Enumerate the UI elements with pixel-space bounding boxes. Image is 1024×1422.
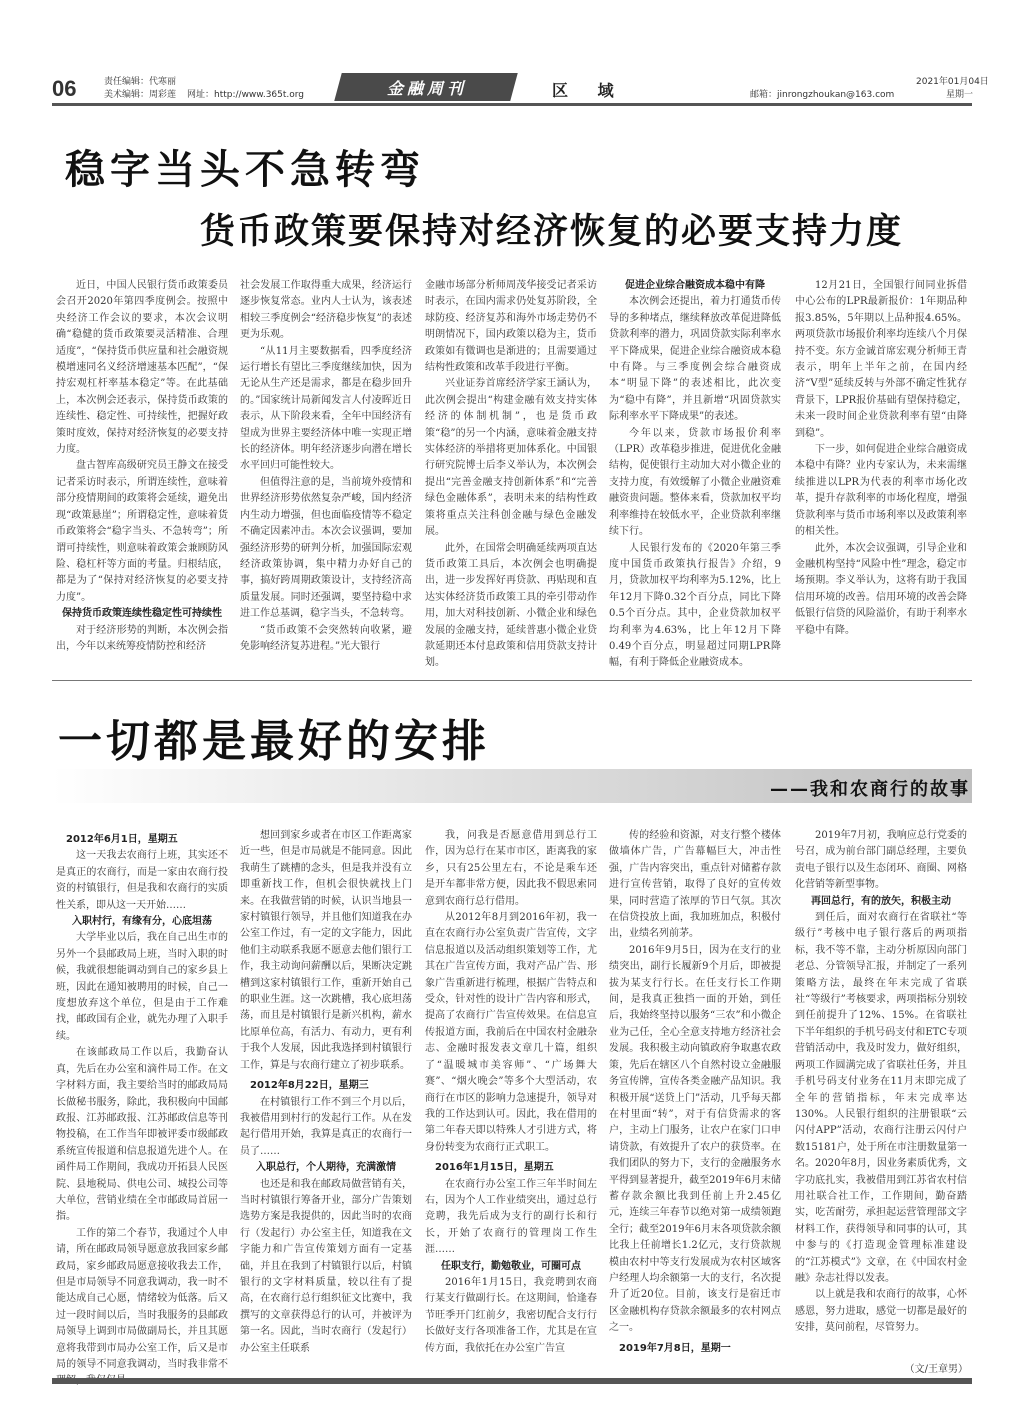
article2-author: （文/王章男） <box>904 1364 968 1375</box>
dateline: 2019年7月8日，星期一 <box>619 1342 731 1354</box>
article2-title: 一切都是最好的安排 <box>58 716 490 767</box>
article-divider <box>52 680 972 681</box>
article2-column-4 <box>609 828 781 1358</box>
paragraph: 在农商行办公室工作三年半时间左右，因为个人工作业绩突出，通过总行竞聘，我先后成为支行的副行长和行长，开始了农商行的管理岗工作生涯…… <box>425 1178 597 1256</box>
paragraph: 从2012年8月到2016年初，我一直在农商行办公室负责广告宣传，文字信息报道以及活动组织策划等工作，尤其在广告宣传方面，我对产品广告、形象广告重新进行梳理，根据广告特点和受众，针对性的设计广告内容和形式，提高了农商行广告宣传效果。在信息宣传报道方面，我前后在中国农村金融杂志、金融时报发表文章几十篇，组织了“温暖城市美容师”、“广场舞大赛”、“烟火晚会”等多个大型活动，农商行在市区的影响力急速提升，领导对我的工作达到认可。因此，我在借用的第二年春天即以特殊人才引进方式，将身份转变为农商行正式职工。 <box>425 912 597 1153</box>
page-number: 06 <box>52 76 77 101</box>
issue-date: 2021年01月04日 <box>916 77 989 87</box>
paragraph: 此外，本次会议强调，引导企业和金融机构坚持“风险中性”理念，稳定市场预期。李义举认为，这将有助于我国信用环境的改善。信用环境的改善会降低银行信贷的风险溢价，有助于利率水平稳中有降。 <box>795 542 967 636</box>
article2-column-2 <box>240 828 412 1358</box>
paragraph: 想回到家乡或者在市区工作距离家近一些，但是市局就是不能同意。因此我萌生了跳槽的念头，但是我并没有立即重新找工作，但机会很快就找上门来。在我做营销的时候，认识当地县一家村镇银行领导，并且他们知道我在办公室工作过，有一定的文字能力，因此他们主动联系我愿不愿意去他们银行工作，我主动询问薪酬以后，果断决定跳槽到这家村镇银行工作，重新开始自己的职业生涯。这一次跳槽，我心底坦荡荡，而且是村镇银行是新兴机构，薪水比原单位高，有活力、有动力，更有利于我个人发展，因此我选择到村镇银行工作，算是与农商行建立了初步联系。 <box>240 830 412 1071</box>
section-heading: 保持货币政策连续性稳定性可持续性 <box>62 608 222 620</box>
paragraph: 在该邮政局工作以后，我勤奋认真，先后在办公室和滴件局工作。在文字材料方面，我主要给当时的邮政局局长做秘书服务，除此，我积极向中国邮政报、江苏邮政报、江苏邮政信息等刊物投稿，在工作当年即被评委市级邮政系统宣传报道和信息报道先进个人。在函件局工作期间，我成功开拓县人民医院、县地税局、供电公司、城投公司等大单位，营销业绩在全市邮政局首屈一指。 <box>56 1047 228 1223</box>
paragraph: 下一步，如何促进企业综合融资成本稳中有降？业内专家认为，未来需继续推进以LPR为代表的利率市场化改革，提升存款利率的市场化程度，增强贷款利率与货币市场利率以及政策利率的相关性。 <box>795 444 967 538</box>
paragraph: 本次例会还提出，着力打通货币传导的多种堵点，继续释放改革促进降低贷款利率的潜力，巩固贷款实际利率水平下降成果，促进企业综合融资成本稳中有降。与三季度例会综合融资成本“明显下降”的表述相比，此次变为“稳中有降”，并且新增“巩固贷款实际利率水平下降成果”的表述。 <box>609 296 781 423</box>
paragraph: “从11月主要数据看，四季度经济运行增长有望比三季度继续加快，因为无论从生产还是需求，都是在稳步回升的。”国家统计局新闻发言人付凌晖近日表示，从下阶段来看，全年中国经济有望成为世界主要经济体中唯一实现正增长的经济体。明年经济逐步向潜在增长水平回归可能性较大。 <box>240 345 412 472</box>
section-heading: 入职总行，个人期待，充满激情 <box>256 1162 396 1174</box>
paragraph: 工作的第二个春节，我通过个人申请，所在邮政局领导愿意放我回家乡邮政局，家乡邮政局愿意接收我去工作，但是市局领导不同意我调动，我一时不能达成自己心愿，情绪较为低落。后又过一段时间以后，当时我服务的县邮政局领导上调到市局做副局长，并且其愿意将我带到市局办公室工作，后又是市局的领导不同意我调动，当时我非常不 <box>56 1227 228 1370</box>
issue-weekday: 星期一 <box>946 90 974 100</box>
paragraph: 2019年7月初，我响应总行党委的号召，成为前台部门副总经理，主要负责电子银行以及生态闭环、商圈、网格化营销等新型事物。 <box>795 830 967 891</box>
dateline: 2016年1月15日，星期五 <box>435 1162 554 1174</box>
article1-title: 稳字当头不急转弯 <box>65 147 425 193</box>
article2-column-3 <box>425 828 597 1358</box>
paragraph: 这一天我去农商行上班，其实还不是真正的农商行，而是一家由农商行投资的村镇银行，但是我和农商行的实质性关系，即从这一天开始…… <box>56 850 228 911</box>
section-heading: 任职支行，勤勉敬业，可圈可点 <box>441 1260 581 1272</box>
paragraph: 近日，中国人民银行货币政策委员会召开2020年第四季度例会。按照中央经济工作会议的要求，本次会议明确“稳健的货币政策要灵活精准、合理适度”，“保持货币供应量和社会融资规模增速同名义经济增速基本匹配”，“保持宏观杠杆率基本稳定”等。在此基础上，本次例会还表示，保持货币政策的连续性、稳定性、可持续性，把握好政策时度效，保持对经济恢复的必要支持力度。 <box>56 280 228 456</box>
dateline: 2012年6月1日，星期五 <box>66 834 178 845</box>
paragraph: 对于经济形势的判断，本次例会指出，今年以来统筹疫情防控和经济 <box>56 624 228 652</box>
article2-subtitle: ——我和农商行的故事 <box>770 779 970 800</box>
editor-credit: 责任编辑：代寒丽 <box>104 77 177 87</box>
paragraph: 我，问我是否愿意借用到总行工作，因为总行在某市市区，距离我的家乡，只有25公里左右，不论是乘车还是开车都非常方便，因此我不假思索同意到农商行总行借用。 <box>425 830 597 907</box>
paragraph: 人民银行发布的《2020年第三季度中国货币政策执行报告》介绍，9月，贷款加权平均利率为5.12%，比上年12月下降0.32个百分点，同比下降0.5个百分点。其中，企业贷款加权平均利率为4.63%，比上年12月下降0.49个百分点，明显超过同期LPR降幅，有利于降低企业融资成本。 <box>609 542 781 669</box>
website-url: 网址：http://www.365t.org <box>187 90 305 100</box>
masthead-title: 金融周刊 <box>386 79 467 98</box>
article2-column-1 <box>56 828 228 1370</box>
paragraph: 但值得注意的是，当前境外疫情和世界经济形势依然复杂严峻，国内经济内生动力增强，但也面临疫情等不稳定不确定因素冲击。本次会议强调，要加强经济形势的研判分析，加强国际宏观经济政策协调，集中精力办好自己的事，搞好跨周期政策设计，支持经济高质量发展。同时还强调，要坚持稳中求进工作总基调，稳字当头，不急转弯。 <box>240 476 412 620</box>
article1-column-1 <box>56 278 228 670</box>
paragraph: 今年以来，贷款市场报价利率（LPR）改革稳步推进，促进优化金融结构，促使银行主动加大对小微企业的支持力度，有效缓解了小微企业融资难融资贵问题。整体来看，贷款加权平均利率维持在较低水平，企业贷款利率继续下行。 <box>609 427 781 538</box>
header-rule <box>52 103 972 106</box>
paragraph: 也还是和我在邮政局做营销有关，当时村镇银行筹备开业，部分广告策划选势方案是我提供的，因此当时的农商行（发起行）办公室主任，知道我在文字能力和广告宣传策划方面有一定基础，并且在我到了村镇银行以后，村镇银行的文字材料质量，较以往有了提高，在农商行总行组织征文比赛中，我撰写的文章获得总行的认可，并被评为第一名。因此，当时农商行（发起行）办公室主任联系 <box>240 1178 412 1354</box>
art-editor-credit: 美术编辑：周彩莲 <box>104 90 177 100</box>
paragraph: 到任后，面对农商行在省联社“等级行”考核中电子银行落后的两项指标，我不等不靠，主动分析原因向部门老总、分管领导汇报，并制定了一系列策略方法，最终在年末完成了省联社“等级行”考核要求，两项指标分别较到任前提升了12%、15%。在省联社下半年组织的手机号码支付和ETC专项营销活动中，我及时发力，做好组织，两项工作圆满完成了省联社任务，并且手机号码支付业务在11月末即完成了全年的营销指标，年末完成率达130%。人民银行组织的注册银联“云闪付APP”活动，农商行注册云闪付户数15181户，处于所在市注册数量第一名。2020年8月，因业务素质优秀，文字功底扎实，我被借用到江苏省农村信用社联合社工作，工作期间，勤奋踏实，吃苦耐劳，承担起运营管理部文字材料工作，获得领导和同事的认可，其中参与的《打造现金管理标准建设的“江苏模式”》文章，在《中国农村金融》杂志社得以发表。 <box>795 912 967 1284</box>
paragraph: 传的经验和资源，对支行整个楼体做墙体广告，广告幕幅巨大，冲击性强，广告内容突出，重点针对储蓄存款进行宣传营销，取得了良好的宣传效果，同时营造了浓厚的节日气氛。其次在信贷投放上面，我加班加点，积极付出，业绩名列前茅。 <box>609 830 781 940</box>
paragraph: 以上就是我和农商行的故事，心怀感恩，努力进取，感觉一切都是最好的安排，莫问前程，尽管努力。 <box>795 1289 967 1334</box>
paragraph: 社会发展工作取得重大成果，经济运行逐步恢复常态。业内人士认为，该表述相较三季度例会“经济稳步恢复”的表述更为乐观。 <box>240 280 412 341</box>
article2-column-5 <box>795 828 967 1358</box>
paragraph: 盘古智库高级研究员王静文在接受记者采访时表示，所谓连续性，意味着部分疫情期间的政策将会延续，避免出现“政策悬崖”；所谓稳定性，意味着货币政策将会“稳字当头、不急转弯”；所谓可持续性，则意味着政策会兼顾防风险、稳杠杆等方面的考量。归根结底，都是为了“保持对经济恢复的必要支持力度”。 <box>56 460 228 603</box>
dateline: 2012年8月22日，星期三 <box>250 1080 369 1092</box>
paragraph: 2016年9月5日，因为在支行的业绩突出，副行长履新9个月后，即被提拔为某支行行长。在任支行长工作期间，是我真正独挡一面的开始，到任后，我始终坚持以服务“三农”和小微企业为己任，全心全意支持地方经济社会发展。我积极主动向镇政府争取惠农政策，先后在辖区八个自然村设立金融服务宣传牌，宣传各类金融产品知识。我积极开展“送贷上门”活动，几乎每天都在村里面“转”，对于有信贷需求的客户，主动上门服务，让农户在家门口申请贷款，有效提升了农户的获贷率。在我们团队的努力下，支行的金融服务水平得到显著提升，截至2019年6月末储蓄存款余额比我到任前上升2.45亿元，连续三年春节以绝对第一成绩领跑全行；截至2019年6月末各项贷款余额比我上任前增长1.2亿元，支行贷款规模由农村中等支行发展成为农村区域客户经理人均余额第一大的支行，名次提升了近20位。目前，该支行是宿迁市区金融机构存贷款余额最多的农村网点之一。 <box>609 944 781 1334</box>
paragraph: 在村镇银行工作不到三个月以后，我被借用到村行的发起行工作。从在发起行借用开始，我算是真正的农商行一员了…… <box>240 1096 412 1157</box>
paragraph: 此外，在国常会明确延续两项直达货币政策工具后，本次例会也明确提出，进一步发挥好再贷款、再贴现和直达实体经济货币政策工具的牵引带动作用，加大对科技创新、小微企业和绿色发展的金融支持，延续普惠小微企业贷款延期还本付息政策和信用贷款支持计划。 <box>425 542 597 669</box>
section-heading: 促进企业综合融资成本稳中有降 <box>625 280 765 291</box>
email-address: 邮箱：jinrongzhoukan@163.com <box>750 90 895 100</box>
footer-rule <box>52 1378 972 1384</box>
article1-column-2 <box>240 278 412 670</box>
section-heading: 再回总行，有的放矢，积极主动 <box>811 895 951 907</box>
article1-column-4 <box>609 278 781 670</box>
article1-subtitle: 货币政策要保持对经济恢复的必要支持力度 <box>200 212 904 252</box>
article1-column-3 <box>425 278 597 670</box>
paragraph: 12月21日，全国银行间同业拆借中心公布的LPR最新报价：1年期品种报3.85%，5年期以上品种报4.65%。两项贷款市场报价利率均连续八个月保持不变。东方金诚首席宏观分析师王青表示，明年上半年之前，在国内经济“V型”延续反转与外部不确定性犹存背景下，LPR报价基础有望保持稳定，未来一段时间企业贷款利率有望“由降到稳”。 <box>795 280 967 439</box>
section-heading: 入职村行，有缘有分，心底坦荡 <box>72 916 212 928</box>
paragraph: 2016年1月15日，我竞聘到农商行某支行做副行长。在这期间，恰逢春节旺季开门红前夕，我密切配合支行行长做好支行各项准备工作，尤其是在宣传方面，我依托在办公室广告宣 <box>425 1276 597 1354</box>
paragraph: 兴业证券首席经济学家王涵认为，此次例会提出“构建金融有效支持实体经济的体制机制”，也是货币政策“稳”的另一个内涵，意味着金融支持实体经济的举措将更加体系化。中国银行研究院博士后李义举认为，本次例会提出“完善金融支持创新体系”和“完善绿色金融体系”，表明未来的结构性政策将重点关注科创金融与绿色金融发展。 <box>425 378 597 538</box>
article1-column-5 <box>795 278 967 670</box>
paragraph: 大学毕业以后，我在自己出生市的另外一个县邮政局上班，当时入职的时候，我就很想能调动到自己的家乡县上班，因此在通知被聘用的时候，自己一度想放弃这个单位，但是由于工作难找，邮政国有企业，就先办理了入职手续。 <box>56 932 228 1042</box>
paragraph: “货币政策不会突然转向收紧，避免影响经济复苏进程。”光大银行 <box>240 624 412 652</box>
section-name: 区 域 <box>552 81 626 100</box>
paragraph: 金融市场部分析师周茂华接受记者采访时表示，在国内需求仍处复苏阶段，全球防疫、经济复苏和海外市场走势仍不明朗情况下，国内政策以稳为主，货币政策如有微调也是渐进的；且需要通过结构性政策和改革手段进行平衡。 <box>425 280 597 374</box>
